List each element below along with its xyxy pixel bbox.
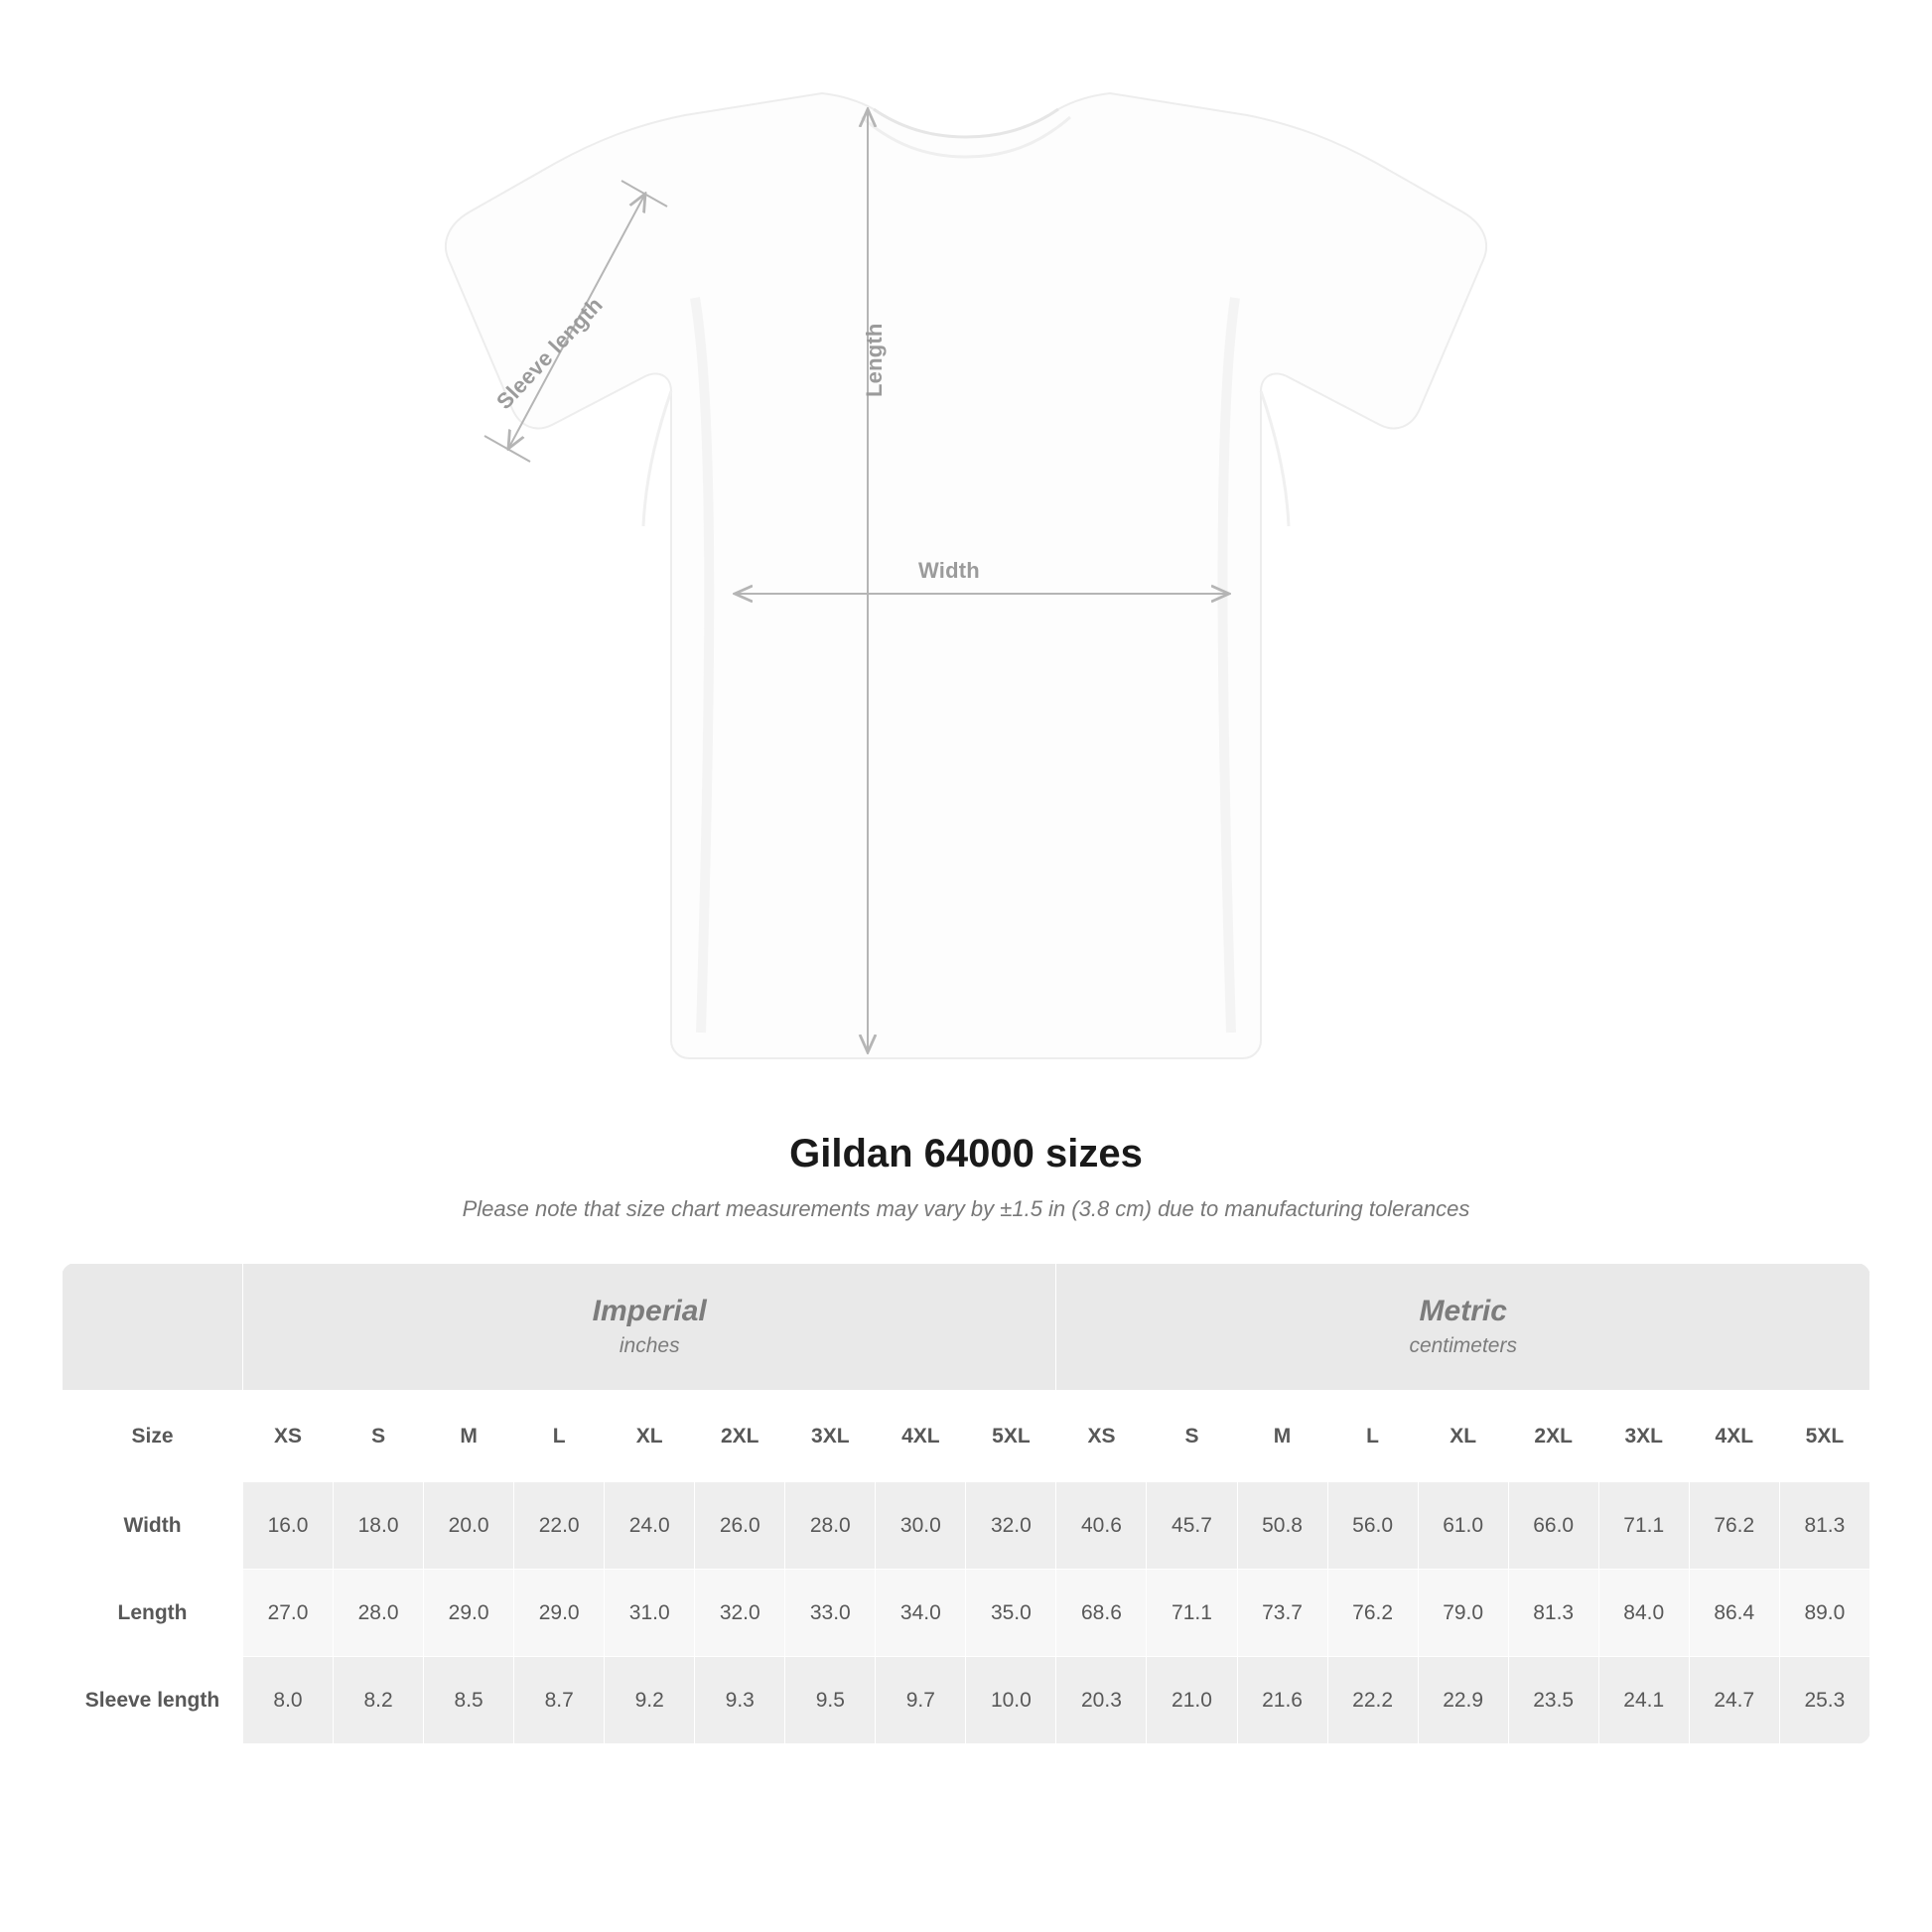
cell-width: 26.0 xyxy=(695,1482,785,1570)
size-header-cell: L xyxy=(1327,1391,1418,1482)
cell-sleeve-length: 23.5 xyxy=(1508,1657,1598,1744)
size-header-cell: 4XL xyxy=(1689,1391,1779,1482)
size-header-cell: 2XL xyxy=(695,1391,785,1482)
size-header-cell: M xyxy=(424,1391,514,1482)
size-header-cell: 5XL xyxy=(966,1391,1056,1482)
cell-length: 71.1 xyxy=(1147,1570,1237,1657)
cell-width: 40.6 xyxy=(1056,1482,1147,1570)
cell-length: 89.0 xyxy=(1779,1570,1869,1657)
unit-header-imperial xyxy=(243,1264,1056,1391)
table-row xyxy=(63,1482,1870,1570)
cell-length: 27.0 xyxy=(243,1570,334,1657)
unit-name-imperial: Imperial xyxy=(592,1295,707,1327)
cell-sleeve-length: 24.7 xyxy=(1689,1657,1779,1744)
cell-sleeve-length: 9.2 xyxy=(605,1657,695,1744)
cell-sleeve-length: 9.7 xyxy=(876,1657,966,1744)
cell-width: 71.1 xyxy=(1598,1482,1689,1570)
size-header-row xyxy=(63,1391,1870,1482)
cell-length: 84.0 xyxy=(1598,1570,1689,1657)
page-title: Gildan 64000 sizes xyxy=(789,1132,1143,1175)
row-label-sleeve-length: Sleeve length xyxy=(63,1657,243,1744)
cell-sleeve-length: 21.6 xyxy=(1237,1657,1327,1744)
size-header-cell: S xyxy=(334,1391,424,1482)
cell-length: 29.0 xyxy=(424,1570,514,1657)
size-header-cell: 4XL xyxy=(876,1391,966,1482)
cell-width: 61.0 xyxy=(1418,1482,1508,1570)
cell-length: 34.0 xyxy=(876,1570,966,1657)
cell-width: 32.0 xyxy=(966,1482,1056,1570)
size-header-cell: XL xyxy=(605,1391,695,1482)
size-header-cell: 3XL xyxy=(785,1391,876,1482)
unit-header-row xyxy=(63,1264,1870,1391)
cell-length: 86.4 xyxy=(1689,1570,1779,1657)
cell-width: 30.0 xyxy=(876,1482,966,1570)
unit-sub-metric: centimeters xyxy=(1409,1333,1517,1357)
cell-length: 33.0 xyxy=(785,1570,876,1657)
cell-sleeve-length: 9.5 xyxy=(785,1657,876,1744)
cell-length: 81.3 xyxy=(1508,1570,1598,1657)
cell-sleeve-length: 22.9 xyxy=(1418,1657,1508,1744)
cell-width: 22.0 xyxy=(514,1482,605,1570)
cell-sleeve-length: 22.2 xyxy=(1327,1657,1418,1744)
dimension-label-sleeve-length: Sleeve length xyxy=(491,292,608,415)
cell-length: 76.2 xyxy=(1327,1570,1418,1657)
unit-header-metric xyxy=(1056,1264,1870,1391)
cell-width: 50.8 xyxy=(1237,1482,1327,1570)
cell-width: 24.0 xyxy=(605,1482,695,1570)
cell-width: 20.0 xyxy=(424,1482,514,1570)
cell-length: 79.0 xyxy=(1418,1570,1508,1657)
table-row xyxy=(63,1657,1870,1744)
size-header-cell: M xyxy=(1237,1391,1327,1482)
dimension-label-length: Length xyxy=(862,323,887,397)
cell-width: 16.0 xyxy=(243,1482,334,1570)
cell-width: 66.0 xyxy=(1508,1482,1598,1570)
row-label-width: Width xyxy=(63,1482,243,1570)
cell-sleeve-length: 8.2 xyxy=(334,1657,424,1744)
cell-sleeve-length: 21.0 xyxy=(1147,1657,1237,1744)
cell-length: 31.0 xyxy=(605,1570,695,1657)
row-label-length: Length xyxy=(63,1570,243,1657)
unit-sub-imperial: inches xyxy=(619,1333,680,1357)
size-table xyxy=(62,1263,1870,1744)
cell-length: 28.0 xyxy=(334,1570,424,1657)
size-header-label: Size xyxy=(63,1391,243,1482)
cell-width: 76.2 xyxy=(1689,1482,1779,1570)
cell-length: 35.0 xyxy=(966,1570,1056,1657)
cell-sleeve-length: 8.0 xyxy=(243,1657,334,1744)
size-header-cell: 3XL xyxy=(1598,1391,1689,1482)
cell-sleeve-length: 9.3 xyxy=(695,1657,785,1744)
cell-sleeve-length: 8.5 xyxy=(424,1657,514,1744)
cell-sleeve-length: 25.3 xyxy=(1779,1657,1869,1744)
size-header-cell: XL xyxy=(1418,1391,1508,1482)
cell-length: 29.0 xyxy=(514,1570,605,1657)
size-header-cell: XS xyxy=(243,1391,334,1482)
cell-sleeve-length: 10.0 xyxy=(966,1657,1056,1744)
cell-sleeve-length: 8.7 xyxy=(514,1657,605,1744)
cell-length: 73.7 xyxy=(1237,1570,1327,1657)
cell-width: 28.0 xyxy=(785,1482,876,1570)
cell-sleeve-length: 20.3 xyxy=(1056,1657,1147,1744)
size-header-cell: 5XL xyxy=(1779,1391,1869,1482)
size-header-cell: 2XL xyxy=(1508,1391,1598,1482)
cell-length: 32.0 xyxy=(695,1570,785,1657)
size-header-cell: L xyxy=(514,1391,605,1482)
tolerance-note: Please note that size chart measurements may vary by ±1.5 in (3.8 cm) due to manufacturing tolerances xyxy=(462,1196,1470,1221)
cell-sleeve-length: 24.1 xyxy=(1598,1657,1689,1744)
size-header-cell: XS xyxy=(1056,1391,1147,1482)
size-table-container xyxy=(62,1263,1870,1744)
cell-width: 45.7 xyxy=(1147,1482,1237,1570)
cell-width: 18.0 xyxy=(334,1482,424,1570)
cell-width: 56.0 xyxy=(1327,1482,1418,1570)
cell-width: 81.3 xyxy=(1779,1482,1869,1570)
cell-length: 68.6 xyxy=(1056,1570,1147,1657)
table-row xyxy=(63,1570,1870,1657)
unit-name-metric: Metric xyxy=(1419,1295,1507,1327)
unit-header-spacer xyxy=(63,1264,243,1391)
dimension-label-width: Width xyxy=(918,558,980,583)
size-header-cell: S xyxy=(1147,1391,1237,1482)
